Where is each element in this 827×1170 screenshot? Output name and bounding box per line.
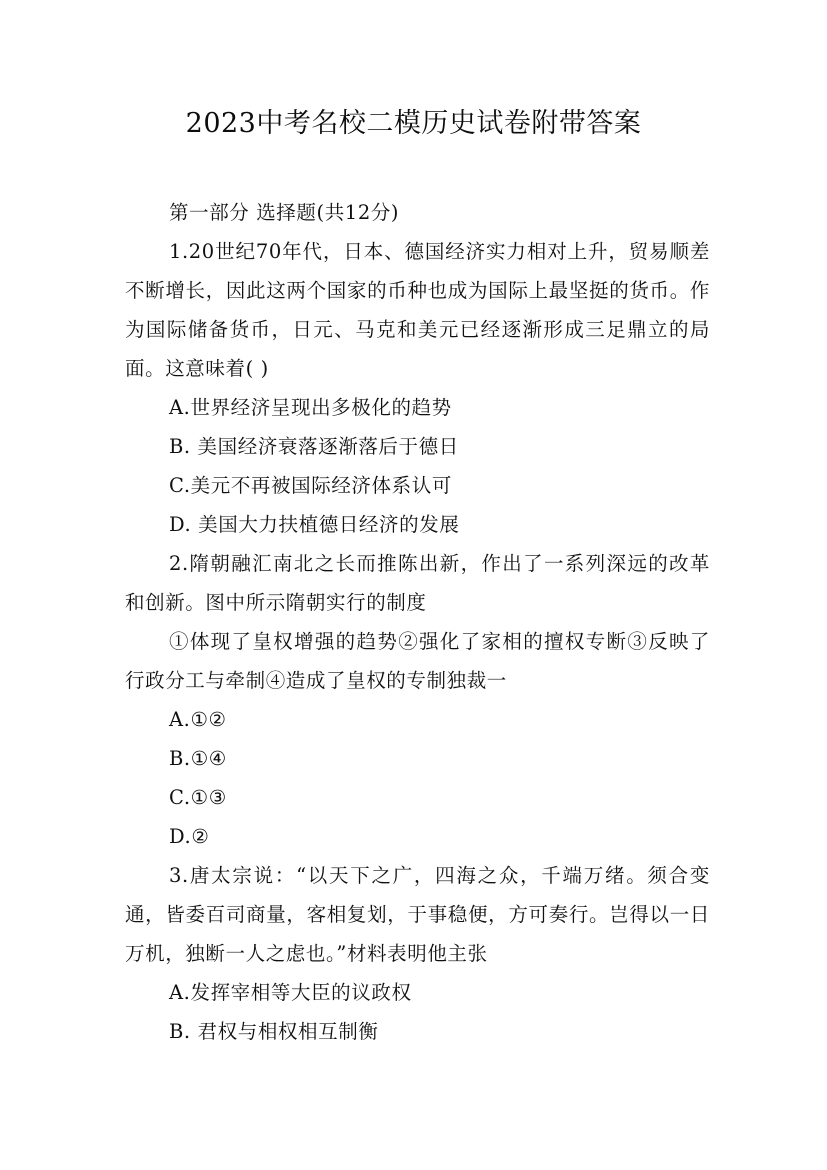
question-3-option-b: B. 君权与相权相互制衡	[169, 1020, 379, 1043]
question-2-stem: 2.隋朝融汇南北之长而推陈出新，作出了一系列深远的改革和创新。图中所示隋朝实行的制度	[125, 552, 710, 614]
question-1-option-b: B. 美国经济衰落逐渐落后于德日	[169, 435, 459, 458]
question-1-option-c: C.美元不再被国际经济体系认可	[169, 474, 452, 497]
question-3-option-a: A.发挥宰相等大臣的议政权	[169, 981, 412, 1004]
section-heading: 第一部分 选择题(共12分)	[169, 201, 400, 224]
document-title: 2023中考名校二模历史试卷附带答案	[185, 108, 642, 139]
question-2-statements: ①体现了皇权增强的趋势②强化了家相的擅权专断③反映了行政分工与牵制④造成了皇权的专制独裁一	[125, 630, 710, 692]
question-1-option-d: D. 美国大力扶植德日经济的发展	[169, 513, 460, 536]
question-2-option-a: A.①②	[169, 708, 227, 731]
question-2-option-b: B.①④	[169, 747, 227, 770]
question-2-option-d: D.②	[169, 825, 210, 848]
question-1-option-a: A.世界经济呈现出多极化的趋势	[169, 396, 452, 419]
question-2-option-c: C.①③	[169, 786, 227, 809]
question-3-stem: 3.唐太宗说：“以天下之广，四海之众，千端万绪。须合变通，皆委百司商量，客相复划，于事稳便，方可奏行。岂得以一日万机，独断一人之虑也。”材料表明他主张	[125, 864, 710, 965]
question-1-stem: 1.20世纪70年代，日本、德国经济实力相对上升，贸易顺差不断增长，因此这两个国家的币种也成为国际上最坚挺的货币。作为国际储备货币，日元、马克和美元已经逐渐形成三足鼎立的局面。这意味着( )	[125, 240, 710, 380]
document-body	[125, 193, 710, 1051]
